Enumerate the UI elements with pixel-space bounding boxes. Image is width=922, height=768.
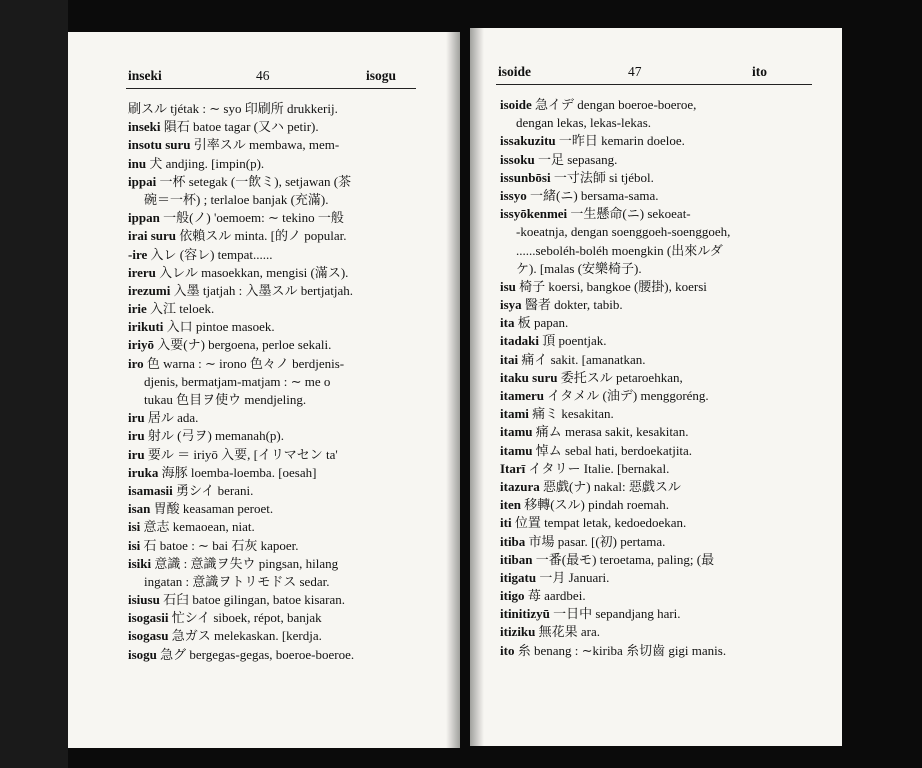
- entry-headword: irikuti: [128, 319, 164, 335]
- entry-headword: ita: [500, 315, 515, 331]
- entry-definition: 入レル masoekkan, mengisi (滿ス).: [155, 264, 349, 280]
- entry-definition: 急ガス melekaskan. [kerdja.: [168, 628, 322, 644]
- left-page: [68, 32, 460, 748]
- dictionary-entry-line: [500, 260, 730, 278]
- entry-definition: ケ). [malas (安樂椅子).: [516, 260, 642, 276]
- entry-definition: ......seboléh-boléh moengkin (出來ルダ: [516, 242, 723, 258]
- entry-definition: 刷スル tjétak : ∼ syo 印刷所 drukkerij.: [128, 101, 338, 116]
- entry-definition: 板 papan.: [514, 315, 569, 331]
- left-spine-shadow: [446, 32, 460, 748]
- entry-definition: 一寸法師 si tjébol.: [550, 169, 654, 185]
- right-header-rule: [496, 84, 812, 85]
- dictionary-entry-line: [500, 242, 730, 260]
- right-entry-list: [500, 96, 730, 660]
- dictionary-entry-line: [500, 496, 730, 514]
- entry-headword: itameru: [500, 388, 545, 403]
- entry-definition: 入口 pintoe masoek.: [163, 319, 275, 335]
- entry-headword: irie: [128, 301, 147, 317]
- entry-headword: itinitizyū: [500, 606, 550, 622]
- scan-border-left: [0, 0, 68, 768]
- right-page-header: [470, 64, 842, 84]
- entry-headword: itadaki: [500, 333, 540, 349]
- right-header-guide-word-first: isoide: [498, 64, 532, 79]
- entry-headword: isogasu: [128, 628, 169, 644]
- dictionary-entry-line: [128, 609, 354, 627]
- entry-headword: ito: [500, 642, 515, 658]
- dictionary-entry-line: [500, 132, 730, 150]
- entry-definition: 犬 andjing. [impin(p).: [146, 155, 265, 171]
- dictionary-entry-line: [500, 551, 730, 569]
- entry-headword: itiban: [500, 551, 533, 567]
- entry-headword: ippai: [128, 173, 157, 189]
- entry-definition: 色 warna : ∼ irono 色々ノ berdjenis-: [143, 355, 345, 371]
- dictionary-entry-line: [500, 387, 730, 405]
- entry-definition: 痛イ sakit. [amanatkan.: [518, 351, 646, 367]
- entry-definition: 痛ミ kesakitan.: [528, 406, 614, 422]
- entry-headword: itaku suru: [500, 369, 558, 385]
- dictionary-entry-line: [500, 478, 730, 496]
- dictionary-entry-line: [500, 405, 730, 423]
- dictionary-entry-line: [128, 246, 354, 264]
- dictionary-entry-line: [128, 537, 354, 555]
- entry-headword: itigatu: [500, 569, 537, 585]
- entry-definition: 委托スル petaroehkan,: [557, 369, 683, 385]
- left-entry-list: [128, 100, 354, 664]
- entry-definition: 一日中 sepandjang hari.: [549, 606, 681, 622]
- right-spine-shadow: [470, 28, 484, 746]
- dictionary-entry-line: [500, 223, 730, 241]
- dictionary-entry-line: [500, 296, 730, 314]
- dictionary-entry-line: [500, 569, 730, 587]
- left-header-guide-word-last: isogu: [366, 68, 397, 83]
- dictionary-entry-line: [128, 518, 354, 536]
- entry-headword: itai: [500, 351, 519, 367]
- dictionary-entry-line: [128, 409, 354, 427]
- dictionary-entry-line: [128, 555, 354, 573]
- dictionary-entry-line: [128, 191, 354, 209]
- entry-headword: insotu suru: [128, 137, 191, 153]
- entry-definition: 要ル ＝ iriyō 入要, [イリマセン ta': [144, 446, 338, 462]
- dictionary-entry-line: [500, 205, 730, 223]
- entry-definition: djenis, bermatjam-matjam : ∼ me o: [144, 373, 331, 389]
- entry-definition: 急イデ dengan boeroe-boeroe,: [531, 97, 697, 112]
- entry-definition: 痛ム merasa sakit, kesakitan.: [532, 424, 689, 440]
- entry-headword: issoku: [500, 151, 535, 167]
- dictionary-entry-line: [128, 591, 354, 609]
- right-page: [470, 28, 842, 746]
- dictionary-entry-line: [500, 514, 730, 532]
- entry-definition: 椅子 koersi, bangkoe (腰掛), koersi: [515, 278, 707, 294]
- entry-headword: iruka: [128, 464, 159, 480]
- dictionary-entry-line: [500, 623, 730, 641]
- entry-definition: 碗＝一杯) ; terlaloe banjak (充滿).: [144, 191, 329, 207]
- entry-definition: 一昨日 kemarin doeloe.: [555, 133, 685, 149]
- dictionary-entry-line: [128, 464, 354, 482]
- dictionary-entry-line: [128, 355, 354, 373]
- entry-definition: 一緒(ニ) bersama-sama.: [526, 187, 659, 203]
- dictionary-entry-line: [128, 573, 354, 591]
- dictionary-entry-line: [500, 460, 730, 478]
- entry-definition: 位置 tempat letak, kedoedoekan.: [511, 515, 687, 531]
- entry-definition: 移轉(スル) pindah roemah.: [520, 497, 669, 513]
- entry-definition: tukau 色目ヲ使ウ mendjeling.: [144, 392, 307, 407]
- dictionary-entry-line: [128, 264, 354, 282]
- entry-definition: 糸 benang : ∼kiriba 糸切齒 gigi manis.: [514, 642, 727, 658]
- dictionary-entry-line: [500, 151, 730, 169]
- entry-headword: itazura: [500, 478, 540, 494]
- entry-definition: 忙シイ siboek, répot, banjak: [168, 610, 322, 626]
- entry-definition: 無花果 ara.: [535, 624, 601, 640]
- entry-headword: itamu: [500, 442, 533, 458]
- entry-definition: 入墨 tjatjah : 入墨スル bertjatjah.: [170, 282, 354, 298]
- entry-definition: 一杯 setegak (一飲ミ), setjawan (茶: [156, 173, 352, 189]
- entry-definition: 居ル ada.: [144, 410, 199, 426]
- entry-definition: 引率スル membawa, mem-: [190, 137, 340, 153]
- entry-definition: 石臼 batoe gilingan, batoe kisaran.: [159, 592, 346, 608]
- entry-definition: 一足 sepasang.: [534, 151, 618, 167]
- dictionary-entry-line: [128, 336, 354, 354]
- entry-headword: isya: [500, 297, 522, 313]
- entry-definition: 依賴スル minta. [的ノ popular.: [176, 228, 347, 244]
- entry-headword: isiki: [128, 555, 152, 571]
- entry-headword: isi: [128, 519, 141, 535]
- dictionary-entry-line: [128, 391, 354, 409]
- entry-headword: issunbōsi: [500, 169, 551, 185]
- entry-headword: iru: [128, 410, 145, 426]
- dictionary-entry-line: [500, 533, 730, 551]
- dictionary-entry-line: [500, 587, 730, 605]
- entry-definition: 胃酸 keasaman peroet.: [150, 501, 274, 517]
- entry-definition: 海豚 loemba-loemba. [oesah]: [158, 464, 317, 480]
- entry-headword: isogu: [128, 646, 157, 662]
- dictionary-entry-line: [128, 209, 354, 227]
- entry-headword: iru: [128, 428, 145, 444]
- dictionary-entry-line: [500, 96, 730, 114]
- entry-definition: 入要(ナ) bergoena, perloe sekali.: [154, 337, 332, 353]
- entry-definition: 悼ム sebal hati, berdoekatjita.: [532, 442, 693, 458]
- dictionary-entry-line: [500, 642, 730, 660]
- entry-headword: isamasii: [128, 482, 173, 498]
- dictionary-entry-line: [128, 482, 354, 500]
- dictionary-entry-line: [128, 118, 354, 136]
- entry-definition: 一番(最モ) teroetama, paling; (最: [532, 551, 715, 567]
- dictionary-entry-line: [500, 605, 730, 623]
- left-page-number: 46: [256, 68, 270, 83]
- entry-definition: 入レ (容レ) tempat......: [147, 246, 273, 262]
- entry-headword: itamu: [500, 424, 533, 440]
- dictionary-entry-line: [500, 332, 730, 350]
- entry-definition: ingatan : 意識ヲトリモドス sedar.: [144, 573, 330, 589]
- entry-definition: 醫者 dokter, tabib.: [521, 297, 623, 313]
- dictionary-entry-line: [500, 278, 730, 296]
- dictionary-entry-line: [128, 300, 354, 318]
- entry-definition: イタメル (油デ) menggoréng.: [544, 388, 709, 403]
- entry-headword: issakuzitu: [500, 133, 556, 149]
- entry-headword: inseki: [128, 119, 161, 135]
- entry-definition: 一月 Januari.: [536, 569, 610, 585]
- dictionary-entry-line: [500, 442, 730, 460]
- entry-headword: isi: [128, 537, 141, 553]
- entry-headword: isogasii: [128, 610, 169, 626]
- dictionary-entry-line: [128, 627, 354, 645]
- dictionary-entry-line: [128, 646, 354, 664]
- dictionary-entry-line: [128, 446, 354, 464]
- entry-headword: Itarī: [500, 460, 526, 476]
- right-header-guide-word-last: ito: [752, 64, 767, 79]
- dictionary-entry-line: [128, 100, 354, 118]
- entry-definition: 市場 pasar. [(初) pertama.: [525, 533, 666, 549]
- entry-definition: 隕石 batoe tagar (又ハ petir).: [160, 119, 319, 135]
- entry-headword: itiba: [500, 533, 526, 549]
- entry-headword: inu: [128, 155, 147, 171]
- entry-headword: isiusu: [128, 592, 160, 608]
- entry-headword: itigo: [500, 588, 525, 604]
- entry-headword: isu: [500, 278, 516, 294]
- left-header-rule: [126, 88, 416, 89]
- entry-headword: isan: [128, 501, 151, 517]
- entry-headword: issyōkenmei: [500, 206, 568, 222]
- entry-headword: iro: [128, 355, 144, 371]
- dictionary-entry-line: [128, 227, 354, 245]
- dictionary-entry-line: [128, 155, 354, 173]
- right-page-number: 47: [628, 64, 642, 79]
- dictionary-entry-line: [500, 351, 730, 369]
- entry-definition: 勇シイ berani.: [172, 482, 254, 498]
- entry-headword: -ire: [128, 246, 148, 262]
- dictionary-entry-line: [128, 136, 354, 154]
- entry-headword: isoide: [500, 97, 532, 112]
- entry-headword: iru: [128, 446, 145, 462]
- entry-definition: 惡戯(ナ) nakal: 惡戯スル: [539, 478, 681, 494]
- entry-definition: dengan lekas, lekas-lekas.: [516, 115, 652, 131]
- entry-definition: 石 batoe : ∼ bai 石灰 kapoer.: [140, 537, 299, 553]
- entry-definition: 一般(ノ) 'oemoem: ∼ tekino 一般: [159, 210, 344, 226]
- left-header-guide-word-first: inseki: [128, 68, 162, 83]
- dictionary-entry-line: [500, 169, 730, 187]
- entry-headword: ireru: [128, 264, 156, 280]
- entry-headword: itami: [500, 406, 529, 422]
- left-page-header: [68, 68, 460, 88]
- entry-headword: iriyō: [128, 337, 154, 353]
- entry-definition: イタリー Italie. [bernakal.: [525, 460, 670, 476]
- entry-headword: ippan: [128, 210, 160, 226]
- entry-headword: itiziku: [500, 624, 536, 640]
- dictionary-entry-line: [128, 282, 354, 300]
- entry-definition: 意志 kemaoean, niat.: [140, 519, 255, 535]
- dictionary-entry-line: [500, 423, 730, 441]
- entry-definition: 苺 aardbei.: [524, 588, 586, 604]
- entry-definition: 頂 poentjak.: [539, 333, 607, 349]
- entry-definition: 入江 teloek.: [146, 301, 215, 317]
- dictionary-entry-line: [500, 314, 730, 332]
- dictionary-entry-line: [128, 373, 354, 391]
- dictionary-entry-line: [500, 369, 730, 387]
- entry-definition: 射ル (弓ヲ) memanah(p).: [144, 428, 284, 444]
- entry-headword: irezumi: [128, 282, 171, 298]
- entry-definition: 意識 : 意識ヲ失ウ pingsan, hilang: [151, 555, 339, 571]
- entry-definition: -koeatnja, dengan soenggoeh-soenggoeh,: [516, 224, 731, 240]
- entry-definition: 急グ bergegas-gegas, boeroe-boeroe.: [156, 646, 355, 662]
- dictionary-entry-line: [128, 173, 354, 191]
- entry-headword: iti: [500, 515, 512, 531]
- dictionary-entry-line: [128, 500, 354, 518]
- entry-headword: iten: [500, 497, 521, 513]
- dictionary-entry-line: [500, 114, 730, 132]
- entry-definition: 一生懸命(ニ) sekoeat-: [567, 206, 691, 222]
- dictionary-entry-line: [128, 427, 354, 445]
- entry-headword: irai suru: [128, 228, 177, 244]
- dictionary-entry-line: [128, 318, 354, 336]
- entry-headword: issyo: [500, 187, 527, 203]
- dictionary-entry-line: [500, 187, 730, 205]
